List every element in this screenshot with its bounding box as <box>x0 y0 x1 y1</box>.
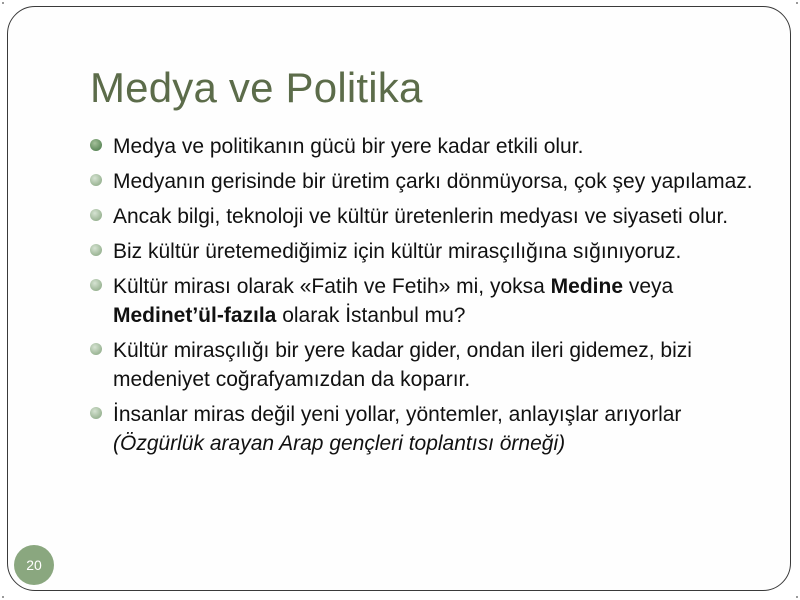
slide-title: Medya ve Politika <box>90 64 423 111</box>
bullet-dot-icon <box>90 244 102 256</box>
bullet-item <box>90 237 770 266</box>
bullet-text: Medinet’ül-fazıla <box>113 304 277 327</box>
bullet-dot-icon <box>90 407 102 419</box>
corner-marker-bottom-left <box>2 596 4 598</box>
bullet-text: Ancak bilgi, teknoloji ve kültür üretenlerin medyası ve siyaseti olur. <box>113 205 729 228</box>
bullet-text: Medyanın gerisinde bir üretim çarkı dönmüyorsa, çok şey yapılamaz. <box>113 170 753 193</box>
bullet-item <box>90 132 770 161</box>
bullet-dot-icon <box>90 343 102 355</box>
bullet-list <box>90 132 770 464</box>
bullet-text: Medya ve politikanın gücü bir yere kadar etkili olur. <box>113 135 584 158</box>
bullet-item <box>90 272 770 330</box>
bullet-item <box>90 167 770 196</box>
bullet-text: Medine <box>550 275 624 298</box>
bullet-dot-icon <box>90 209 102 221</box>
bullet-text: Biz kültür üretemediğimiz için kültür mirasçılığına sığınıyoruz. <box>113 240 682 263</box>
page-number-badge: 20 <box>14 545 54 585</box>
bullet-dot-icon <box>90 139 102 151</box>
bullet-dot-icon <box>90 174 102 186</box>
corner-marker-bottom-right <box>796 596 798 598</box>
bullet-dot-icon <box>90 279 102 291</box>
bullet-item <box>90 400 770 458</box>
bullet-text: Kültür mirası olarak «Fatih ve Fetih» mi, yoksa <box>113 275 551 298</box>
bullet-text: Kültür mirasçılığı bir yere kadar gider, ondan ileri gidemez, bizi medeniyet coğrafyamızdan da koparır. <box>113 339 692 391</box>
bullet-text: veya <box>623 275 674 298</box>
bullet-item <box>90 202 770 231</box>
corner-marker-top-right <box>796 2 798 4</box>
bullet-text: (Özgürlük arayan Arap gençleri toplantısı örneği) <box>113 432 566 455</box>
bullet-item <box>90 336 770 394</box>
bullet-text: olarak İstanbul mu? <box>276 304 466 327</box>
bullet-text: İnsanlar miras değil yeni yollar, yöntemler, anlayışlar arıyorlar <box>113 403 682 426</box>
corner-marker-top-left <box>2 2 4 4</box>
